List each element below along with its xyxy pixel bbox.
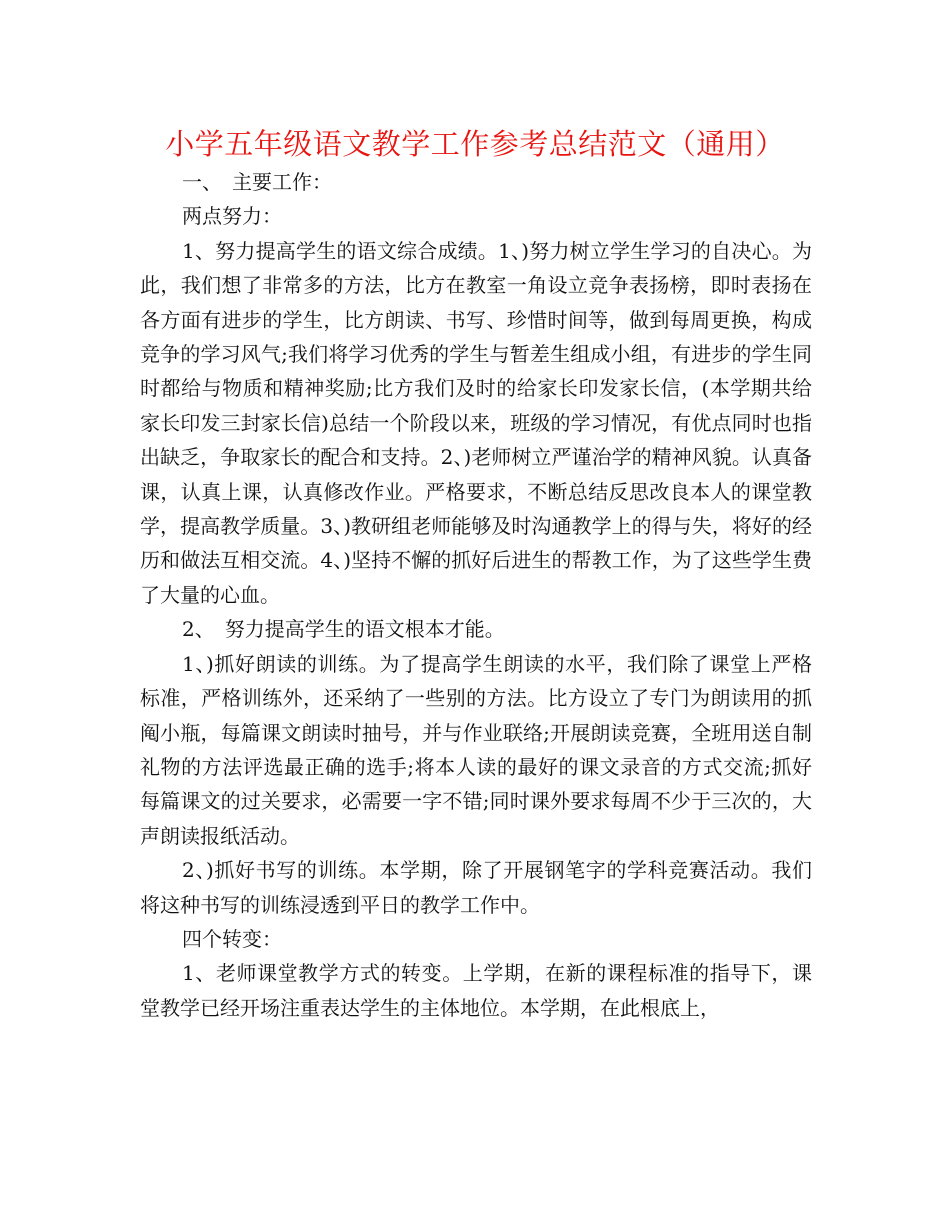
document-body (140, 165, 812, 1025)
paragraph-reading-training: 1、)抓好朗读的训练。为了提高学生朗读的水平，我们除了课堂上严格标准，严格训练外，还采纳了一些别的方法。比方设立了专门为朗读用的抓阄小瓶，每篇课文朗读时抽号，并与作业联络;开展朗读竞赛，全班用送自制礼物的方法评选最正确的选手;将本人读的最好的课文录音的方式交流;抓好每篇课文的过关要求，必需要一字不错;同时课外要求每周不少于三次的，大声朗读报纸活动。 (140, 651, 812, 848)
paragraph-effort-one: 1、努力提高学生的语文综合成绩。1、)努力树立学生学习的自决心。为此，我们想了非常多的方法，比方在教室一角设立竞争表扬榜，即时表扬在各方面有进步的学生，比方朗读、书写、珍惜时间等，做到每周更换，构成竞争的学习风气;我们将学习优秀的学生与暂差生组成小组，有进步的学生同时都给与物质和精神奖励;比方我们及时的给家长印发家长信，(本学期共给家长印发三封家长信)总结一个阶段以来，班级的学习情况，有优点同时也指出缺乏，争取家长的配合和支持。2、)老师树立严谨治学的精神风貌。认真备课，认真上课，认真修改作业。严格要求，不断总结反思改良本人的课堂教学，提高教学质量。3、)教研组老师能够及时沟通教学上的得与失，将好的经历和做法互相交流。4、)坚持不懈的抓好后进生的帮教工作，为了这些学生费了大量的心血。 (140, 238, 812, 607)
paragraph-effort-two-heading: 2、 努力提高学生的语文根本才能。 (182, 617, 505, 642)
document-title: 小学五年级语文教学工作参考总结范文（通用） (165, 127, 785, 161)
paragraph-four-changes-heading: 四个转变： (182, 926, 282, 951)
paragraph-writing-training: 2、)抓好书写的训练。本学期，除了开展钢笔字的学科竞赛活动。我们将这种书写的训练浸透到平日的教学工作中。 (140, 858, 812, 917)
paragraph-two-efforts-heading: 两点努力： (182, 204, 282, 229)
paragraph-main-work-heading: 一、 主要工作： (182, 170, 332, 194)
paragraph-change-one: 1、老师课堂教学方式的转变。上学期，在新的课程标准的指导下，课堂教学已经开场注重表达学生的主体地位。本学期，在此根底上， (140, 961, 812, 1020)
